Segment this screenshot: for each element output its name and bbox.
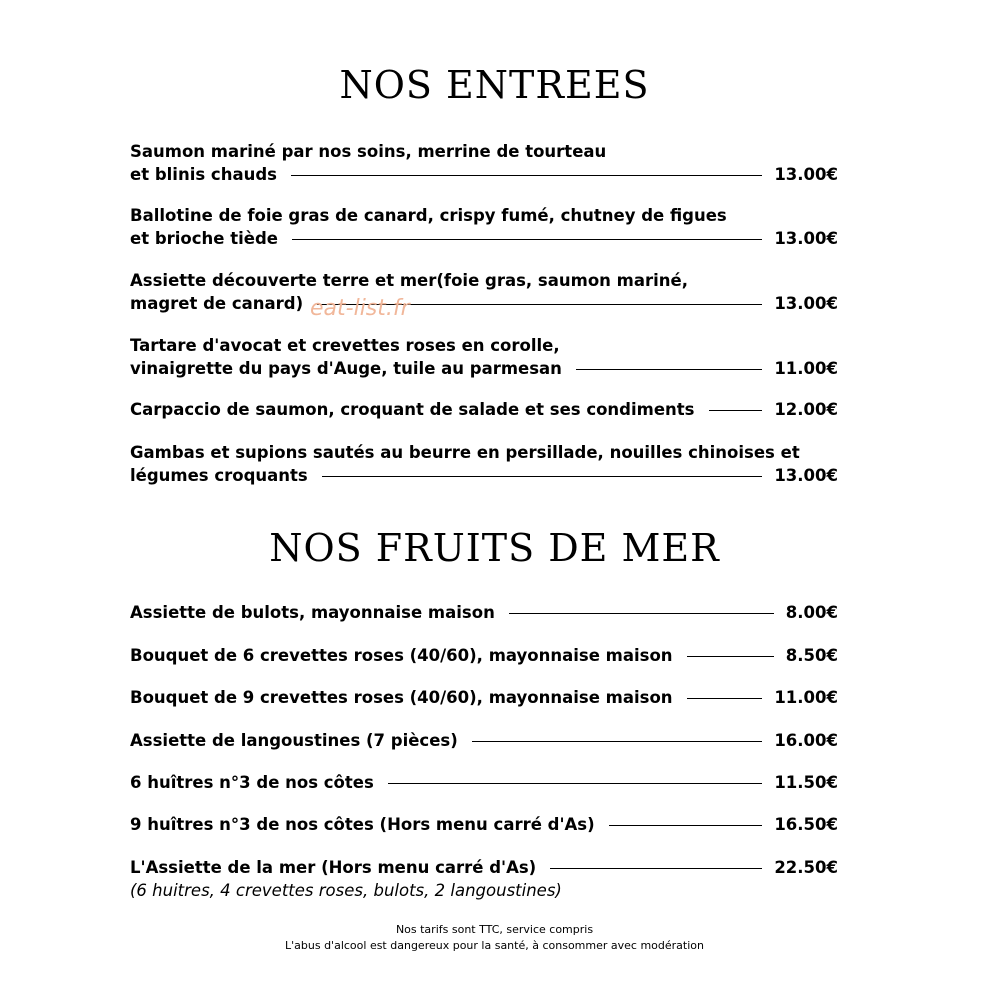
item-price: 16.50€	[774, 815, 838, 834]
item-price: 11.00€	[774, 359, 838, 378]
item-description: Bouquet de 6 crevettes roses (40/60), mayonnaise maison	[130, 646, 673, 665]
menu-item	[130, 813, 838, 836]
menu-item	[130, 771, 838, 794]
item-description: Bouquet de 9 crevettes roses (40/60), mayonnaise maison	[130, 688, 673, 707]
item-description: magret de canard)	[130, 294, 304, 313]
watermark: eat-list.fr	[310, 296, 410, 321]
item-description: Assiette de langoustines (7 pièces)	[130, 731, 458, 750]
dotted-leader	[472, 741, 763, 742]
menu-item	[130, 334, 838, 380]
item-price: 13.00€	[774, 229, 838, 248]
dotted-leader	[609, 825, 763, 826]
dotted-leader	[509, 613, 774, 614]
menu-item	[130, 644, 838, 667]
menu-item	[130, 204, 838, 250]
menu-item	[130, 601, 838, 624]
item-price: 13.00€	[774, 294, 838, 313]
item-price: 22.50€	[774, 858, 838, 877]
item-price: 8.00€	[785, 603, 838, 622]
item-description: Assiette de bulots, mayonnaise maison	[130, 603, 495, 622]
item-description: et brioche tiède	[130, 229, 278, 248]
item-price: 11.00€	[774, 688, 838, 707]
dotted-leader	[291, 175, 762, 176]
item-description: 6 huîtres n°3 de nos côtes	[130, 773, 374, 792]
dotted-leader	[709, 410, 763, 411]
item-price: 8.50€	[785, 646, 838, 665]
item-description: Ballotine de foie gras de canard, crispy fumé, chutney de figues	[130, 206, 727, 225]
item-description: et blinis chauds	[130, 165, 277, 184]
dotted-leader	[687, 698, 763, 699]
menu-item	[130, 441, 838, 487]
menu-item	[130, 140, 838, 186]
menu-item	[130, 269, 838, 315]
dotted-leader	[687, 656, 774, 657]
section-title-fruits-de-mer: NOS FRUITS DE MER	[269, 526, 720, 570]
dotted-leader	[292, 239, 762, 240]
section-title-entrees: NOS ENTREES	[339, 63, 650, 107]
item-description: Carpaccio de saumon, croquant de salade et ses condiments	[130, 400, 695, 419]
footer-tax-note: Nos tarifs sont TTC, service compris	[395, 923, 594, 936]
menu-item	[130, 729, 838, 752]
item-note: (6 huitres, 4 crevettes roses, bulots, 2 langoustines)	[130, 881, 562, 900]
item-description: Tartare d'avocat et crevettes roses en corolle,	[130, 336, 560, 355]
item-price: 12.00€	[774, 400, 838, 419]
menu-item	[130, 686, 838, 709]
dotted-leader	[576, 369, 762, 370]
item-description: Gambas et supions sautés au beurre en persillade, nouilles chinoises et	[130, 443, 800, 462]
item-description: Assiette découverte terre et mer(foie gras, saumon mariné,	[130, 271, 688, 290]
menu-item	[130, 856, 838, 902]
item-description: L'Assiette de la mer (Hors menu carré d'As)	[130, 858, 537, 877]
item-description: légumes croquants	[130, 466, 308, 485]
menu-item	[130, 398, 838, 421]
footer-alcohol-warning: L'abus d'alcool est dangereux pour la santé, à consommer avec modération	[285, 939, 704, 952]
item-price: 11.50€	[774, 773, 838, 792]
item-price: 16.00€	[774, 731, 838, 750]
item-description: 9 huîtres n°3 de nos côtes (Hors menu carré d'As)	[130, 815, 595, 834]
item-price: 13.00€	[774, 165, 838, 184]
dotted-leader	[550, 868, 762, 869]
footer	[0, 922, 989, 954]
item-price: 13.00€	[774, 466, 838, 485]
dotted-leader	[322, 476, 763, 477]
dotted-leader	[388, 783, 763, 784]
item-description: Saumon mariné par nos soins, merrine de tourteau	[130, 142, 607, 161]
item-description: vinaigrette du pays d'Auge, tuile au parmesan	[130, 359, 562, 378]
